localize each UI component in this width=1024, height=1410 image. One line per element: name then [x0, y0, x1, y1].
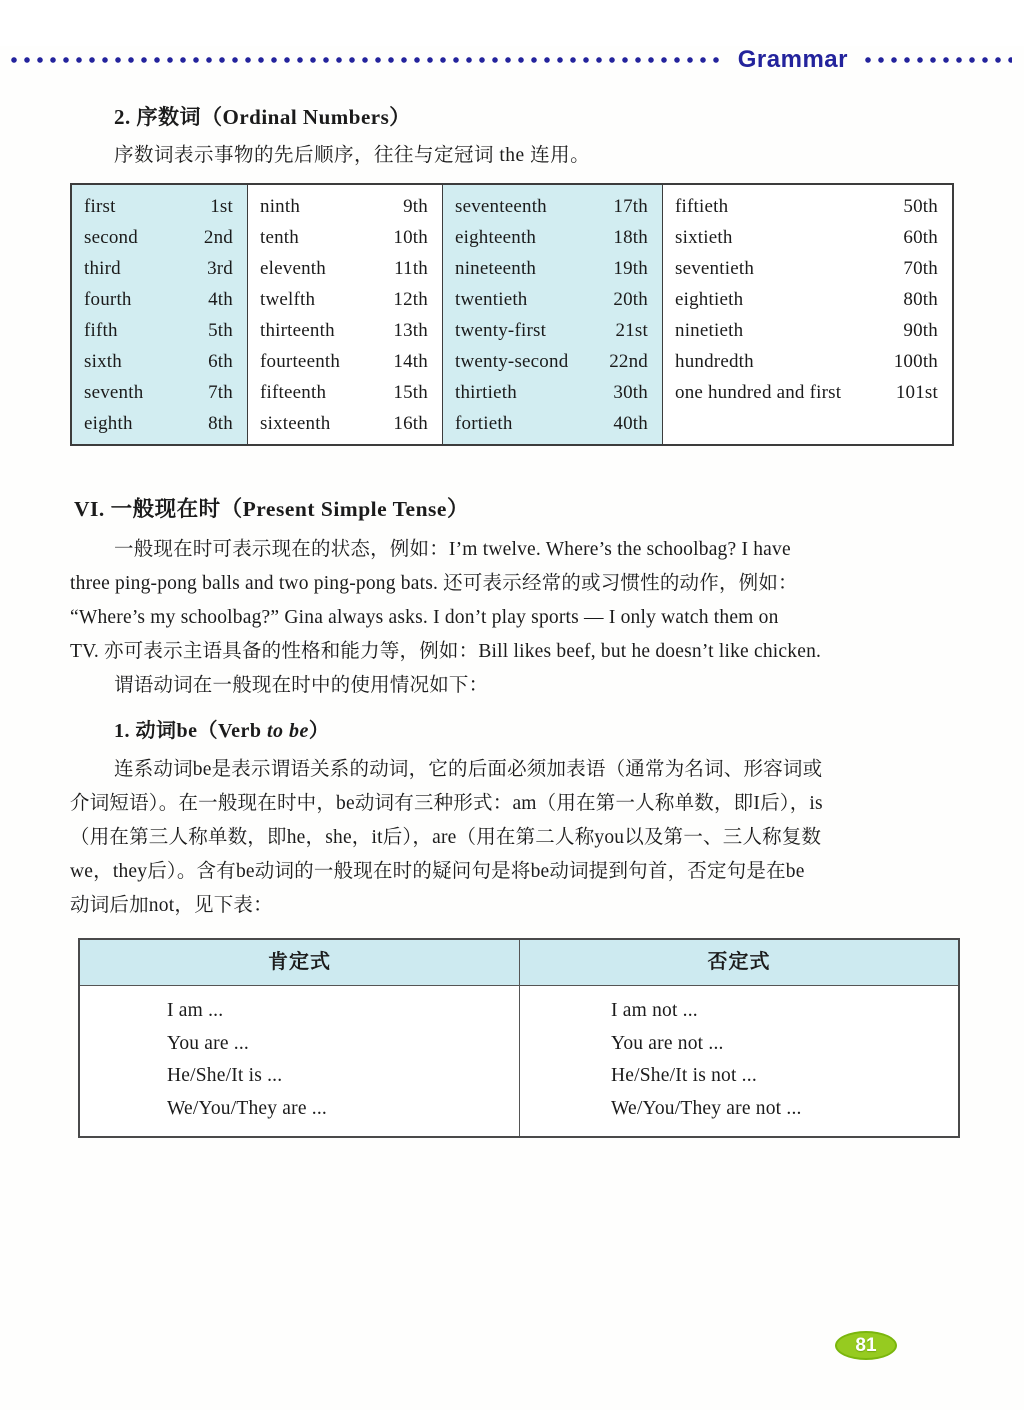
ordinal-word: seventh	[84, 381, 144, 403]
ordinal-row	[443, 191, 662, 222]
ordinal-abbr: 3rd	[207, 257, 233, 279]
ordinal-row	[663, 346, 952, 377]
ordinal-word: fortieth	[455, 412, 513, 434]
ordinal-abbr: 14th	[393, 350, 428, 372]
ordinal-row	[248, 377, 442, 408]
ordinal-word: tenth	[260, 226, 299, 248]
ordinal-abbr: 16th	[393, 412, 428, 434]
ordinal-word: second	[84, 226, 138, 248]
ordinal-word: fourth	[84, 288, 132, 310]
ordinal-word: eleventh	[260, 257, 326, 279]
ordinal-row	[443, 253, 662, 284]
ordinal-word: eighteenth	[455, 226, 537, 248]
paragraph-line: we，they后）。含有be动词的一般现在时的疑问句是将be动词提到句首，否定句是在be	[70, 861, 805, 882]
present-section-title: VI. 一般现在时（Present Simple Tense）	[74, 497, 469, 521]
ordinal-row	[72, 253, 247, 284]
textbook-page	[0, 46, 1024, 1410]
verb-be-heading-suffix: ）	[308, 720, 330, 742]
be-table-header-affirmative: 肯定式	[268, 951, 331, 973]
ordinal-abbr: 15th	[393, 381, 428, 403]
be-table-header-negative: 否定式	[519, 940, 958, 985]
ordinal-abbr: 100th	[893, 350, 938, 372]
verb-be-heading-italic: to be	[266, 720, 309, 742]
ordinal-row	[72, 191, 247, 222]
ordinal-abbr: 22nd	[609, 350, 648, 372]
ordinal-section-intro: 序数词表示事物的先后顺序，往往与定冠词 the 连用。	[114, 145, 591, 166]
ordinal-abbr: 30th	[613, 381, 648, 403]
ordinal-abbr: 19th	[613, 257, 648, 279]
ordinal-abbr: 90th	[903, 319, 938, 341]
ordinal-row	[72, 315, 247, 346]
ordinal-abbr: 21st	[615, 319, 648, 341]
ordinal-abbr: 6th	[208, 350, 233, 372]
ordinal-word: seventeenth	[455, 195, 547, 217]
ordinal-word: one hundred and first	[675, 381, 842, 403]
ordinal-abbr: 50th	[903, 195, 938, 217]
ordinal-abbr: 10th	[393, 226, 428, 248]
ordinal-row	[72, 284, 247, 315]
ordinal-abbr: 11th	[394, 257, 428, 279]
be-table-cell: You are ...	[167, 1032, 250, 1054]
be-table-cell: You are not ...	[519, 1028, 958, 1061]
ordinal-abbr: 20th	[613, 288, 648, 310]
ordinal-word: sixtieth	[675, 226, 733, 248]
ordinal-abbr: 5th	[208, 319, 233, 341]
ordinal-abbr: 7th	[208, 381, 233, 403]
present-tense-paragraph	[70, 533, 960, 703]
be-table-header	[80, 940, 958, 986]
ordinal-word: thirtieth	[455, 381, 517, 403]
be-table-cell: He/She/It is not ...	[519, 1060, 958, 1093]
ordinal-word: third	[84, 257, 121, 279]
ordinal-abbr: 13th	[393, 319, 428, 341]
ordinal-word: hundredth	[675, 350, 754, 372]
ordinal-word: seventieth	[675, 257, 755, 279]
be-table	[78, 938, 960, 1138]
ordinal-row	[443, 408, 662, 439]
ordinal-table	[70, 183, 954, 446]
paragraph-line: 连系动词be是表示谓语关系的动词，它的后面必须加表语（通常为名词、形容词或	[114, 759, 823, 780]
ordinal-group-4	[662, 185, 952, 444]
ordinal-word: eightieth	[675, 288, 744, 310]
ordinal-row	[248, 284, 442, 315]
be-table-cell: We/You/They are ...	[167, 1097, 328, 1119]
paragraph-line: 谓语动词在一般现在时中的使用情况如下：	[114, 675, 489, 696]
be-table-cell: We/You/They are not ...	[519, 1093, 958, 1137]
ordinal-abbr: 18th	[613, 226, 648, 248]
ordinal-word: sixteenth	[260, 412, 331, 434]
ordinal-row	[443, 222, 662, 253]
ordinal-abbr: 4th	[208, 288, 233, 310]
ordinal-row	[248, 253, 442, 284]
grammar-header-rule	[0, 46, 1024, 74]
ordinal-row	[663, 222, 952, 253]
ordinal-row	[663, 191, 952, 222]
ordinal-row	[663, 253, 952, 284]
ordinal-abbr: 9th	[403, 195, 428, 217]
verb-be-heading-prefix: 1. 动词be（Verb	[114, 720, 267, 742]
ordinal-word: ninetieth	[675, 319, 744, 341]
grammar-label: Grammar	[737, 46, 848, 73]
ordinal-row	[72, 346, 247, 377]
ordinal-word: fourteenth	[260, 350, 341, 372]
ordinal-word: fiftieth	[675, 195, 729, 217]
ordinal-row	[443, 346, 662, 377]
ordinal-word: twenty-first	[455, 319, 547, 341]
dotted-rule-left-icon	[8, 55, 724, 65]
ordinal-row	[443, 284, 662, 315]
ordinal-group-1	[72, 185, 247, 444]
ordinal-section-title: 2. 序数词（Ordinal Numbers）	[114, 105, 411, 129]
ordinal-abbr: 12th	[393, 288, 428, 310]
ordinal-word: twenty-second	[455, 350, 569, 372]
page-number-badge: 81	[835, 1331, 897, 1360]
ordinal-abbr: 60th	[903, 226, 938, 248]
ordinal-word: sixth	[84, 350, 122, 372]
ordinal-row	[663, 284, 952, 315]
ordinal-row	[72, 222, 247, 253]
be-table-cell: I am ...	[167, 1000, 224, 1021]
ordinal-abbr: 40th	[613, 412, 648, 434]
ordinal-row	[248, 315, 442, 346]
ordinal-abbr: 2nd	[203, 226, 233, 248]
paragraph-line: 一般现在时可表示现在的状态，例如：I’m twelve. Where’s the schoolbag? I have	[114, 539, 791, 560]
ordinal-word: first	[84, 195, 116, 217]
ordinal-group-2	[247, 185, 442, 444]
paragraph-line: “Where’s my schoolbag?” Gina always asks. I don’t play sports — I only watch them on	[70, 607, 779, 628]
paragraph-line: three ping-pong balls and two ping-pong bats. 还可表示经常的或习惯性的动作，例如：	[70, 573, 798, 594]
ordinal-word: twentieth	[455, 288, 528, 310]
ordinal-word: ninth	[260, 195, 301, 217]
verb-be-heading	[114, 714, 1024, 743]
ordinal-row	[72, 408, 247, 439]
ordinal-abbr: 80th	[903, 288, 938, 310]
dotted-rule-right-icon	[862, 55, 1012, 65]
ordinal-word: twelfth	[260, 288, 316, 310]
ordinal-row	[663, 315, 952, 346]
ordinal-row	[248, 222, 442, 253]
verb-be-paragraph	[70, 753, 960, 923]
ordinal-word: nineteenth	[455, 257, 537, 279]
ordinal-row	[663, 377, 952, 408]
ordinal-word: fifteenth	[260, 381, 327, 403]
paragraph-line: TV. 亦可表示主语具备的性格和能力等，例如：Bill likes beef, but he doesn’t like chicken.	[70, 641, 822, 662]
ordinal-row	[443, 315, 662, 346]
ordinal-group-3	[442, 185, 662, 444]
paragraph-line: 动词后加not，见下表：	[70, 895, 273, 916]
ordinal-row	[443, 377, 662, 408]
ordinal-word: fifth	[84, 319, 118, 341]
ordinal-abbr: 101st	[895, 381, 938, 403]
ordinal-abbr: 70th	[903, 257, 938, 279]
ordinal-abbr: 1st	[210, 195, 233, 217]
ordinal-row	[72, 377, 247, 408]
ordinal-row	[248, 408, 442, 439]
paragraph-line: 介词短语）。在一般现在时中，be动词有三种形式：am（用在第一人称单数，即I后），is	[70, 793, 823, 814]
ordinal-row	[248, 191, 442, 222]
be-table-body	[80, 986, 958, 1136]
ordinal-word: thirteenth	[260, 319, 335, 341]
ordinal-word: eighth	[84, 412, 133, 434]
be-table-cell: He/She/It is ...	[167, 1065, 283, 1086]
ordinal-row	[248, 346, 442, 377]
ordinal-abbr: 8th	[208, 412, 233, 434]
paragraph-line: （用在第三人称单数，即he，she，it后），are（用在第二人称you以及第一、三人称复数	[70, 827, 822, 848]
ordinal-abbr: 17th	[613, 195, 648, 217]
be-table-cell: I am not ...	[519, 986, 958, 1028]
